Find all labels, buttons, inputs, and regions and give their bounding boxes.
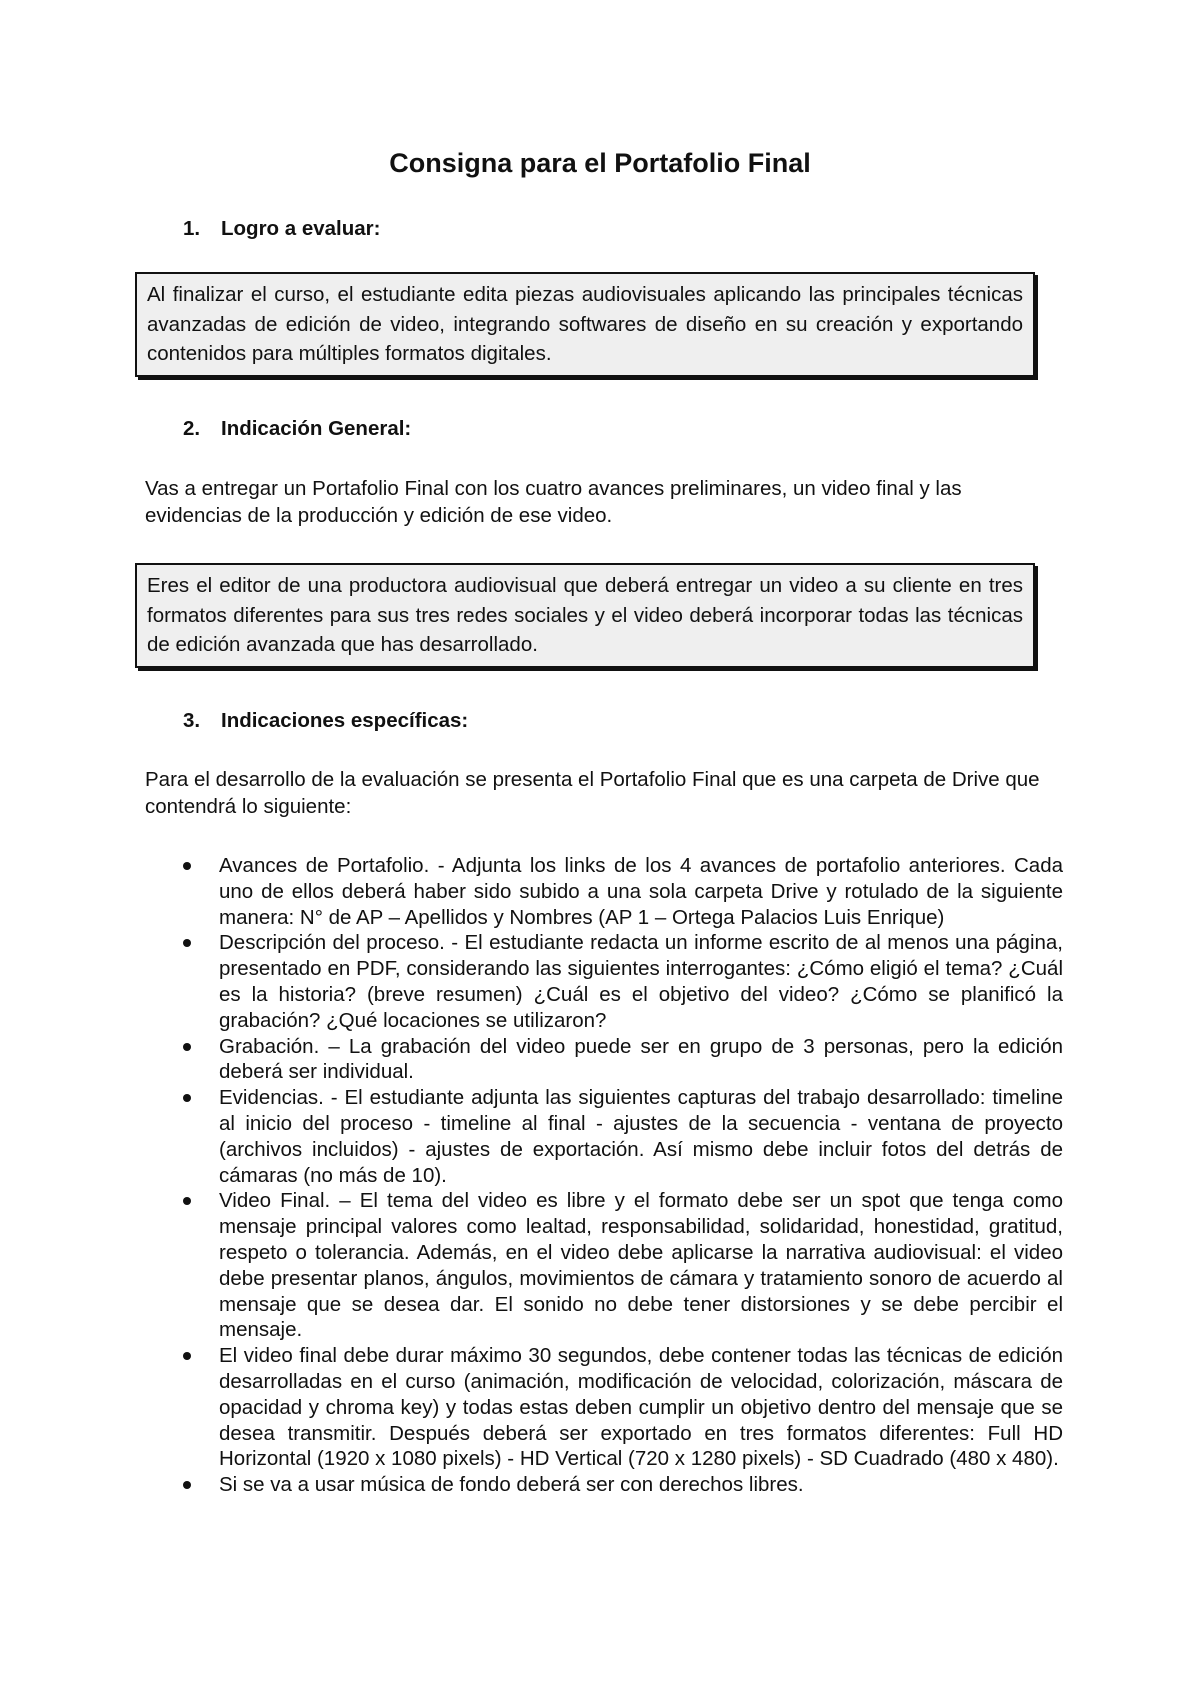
list-item [145,1188,1063,1343]
requirements-list [145,853,1063,1498]
specific-indications-paragraph: Para el desarrollo de la evaluación se presenta el Portafolio Final que es una carpeta de Drive que contendrá lo siguiente: [145,768,1040,818]
bullet-icon [183,939,191,947]
section-number: 1. [183,217,201,240]
list-item-text: Si se va a usar música de fondo deberá ser con derechos libres. [219,1473,804,1497]
section-title: Logro a evaluar: [221,217,381,240]
section-1-heading [183,216,381,242]
list-item [145,1034,1063,1086]
list-item [145,930,1063,1033]
list-item-text: Descripción del proceso. - El estudiante redacta un informe escrito de al menos una página, presentado en PDF, considerando las siguientes interrogantes: ¿Cómo eligió el tema? ¿Cuál es la historia? (breve resumen) ¿Cuál es el objetivo del video? ¿Cómo se planificó la grabación? ¿Qué locaciones se utilizaron? [219,931,1063,1032]
general-indication-paragraph: Vas a entregar un Portafolio Final con los cuatro avances preliminares, un video final y las evidencias de la producción y edición de ese video. [145,477,962,527]
list-item [145,853,1063,930]
bullet-icon [183,1043,191,1051]
bullet-icon [183,1481,191,1489]
section-2-heading [183,416,411,442]
bullet-icon [183,1197,191,1205]
bullet-icon [183,1094,191,1102]
list-item [145,1472,1063,1498]
list-item-text: Evidencias. - El estudiante adjunta las siguientes capturas del trabajo desarrollado: timeline al inicio del proceso - timeline al final - ajustes de la secuencia - ventana de proyecto (archivos incluidos) - ajustes de exportación. Así mismo debe incluir fotos del detrás de cámaras (no más de 10). [219,1086,1063,1187]
achievement-box: Al finalizar el curso, el estudiante edita piezas audiovisuales aplicando las principales técnicas avanzadas de edición de video, integrando softwares de diseño en su creación y exportando contenidos para múltiples formatos digitales. [135,272,1035,377]
section-title: Indicaciones específicas: [221,709,469,732]
list-item-text: El video final debe durar máximo 30 segundos, debe contener todas las técnicas de edición desarrolladas en el curso (animación, modificación de velocidad, colorización, máscara de opacidad y chroma key) y todas estas deben cumplir un objetivo dentro del mensaje que se desea transmitir. Después deberá ser exportado en tres formatos diferentes: Full HD Horizontal (1920 x 1080 pixels) - HD Vertical (720 x 1280 pixels) - SD Cuadrado (480 x 480). [219,1344,1063,1471]
bullet-icon [183,862,191,870]
section-number: 2. [183,417,201,440]
list-item-text: Video Final. – El tema del video es libre y el formato debe ser un spot que tenga como mensaje principal valores como lealtad, responsabilidad, solidaridad, honestidad, gratitud, respeto o tolerancia. Además, en el video debe aplicarse la narrativa audiovisual: el video debe presentar planos, ángulos, movimientos de cámara y tratamiento sonoro de acuerdo al mensaje que se desea dar. El sonido no debe tener distorsiones y se debe percibir el mensaje. [219,1189,1063,1342]
list-item-text: Grabación. – La grabación del video puede ser en grupo de 3 personas, pero la edición deberá ser individual. [219,1034,1063,1084]
document-title: Consigna para el Portafolio Final [389,148,811,178]
list-item [145,1343,1063,1472]
section-3-heading [183,708,468,734]
scenario-box: Eres el editor de una productora audiovisual que deberá entregar un video a su cliente en tres formatos diferentes para sus tres redes sociales y el video deberá incorporar todas las técnicas de edición avanzada que has desarrollado. [135,563,1035,668]
section-title: Indicación General: [221,417,412,440]
list-item-text: Avances de Portafolio. - Adjunta los links de los 4 avances de portafolio anteriores. Cada uno de ellos deberá haber sido subido a una sola carpeta Drive y rotulado de la siguiente manera: N° de AP – Apellidos y Nombres (AP 1 – Ortega Palacios Luis Enrique) [219,854,1063,929]
list-item [145,1085,1063,1188]
section-number: 3. [183,709,201,732]
bullet-icon [183,1352,191,1360]
